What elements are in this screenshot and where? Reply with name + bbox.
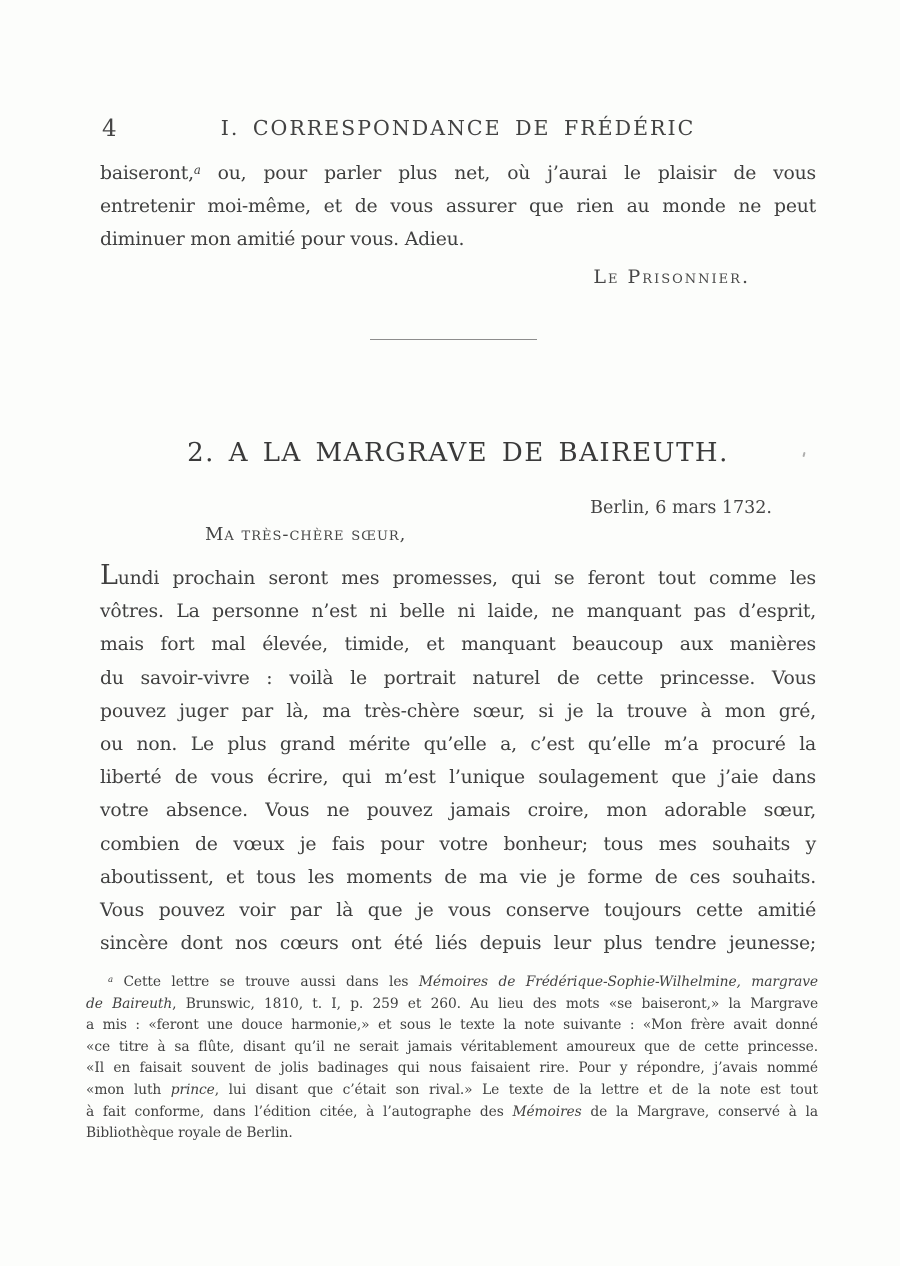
text-line: Lundi prochain seront mes promesses, qui se feront tout comme les [100, 560, 816, 591]
text-line: vôtres. La personne n’est ni belle ni laide, ne manquant pas d’esprit, [100, 601, 816, 623]
text-line: du savoir-vivre : voilà le portrait naturel de cette princesse. Vous [100, 667, 816, 689]
text-line: a mis : «feront une douce harmonie,» et sous le texte la note suivante : «Mon frère avait donné [86, 1017, 818, 1034]
letter-1-continuation-paragraph [100, 157, 816, 256]
text-line: aboutissent, et tous les moments de ma vie je forme de ces souhaits. [100, 866, 816, 888]
text-line: liberté de vous écrire, qui m’est l’unique soulagement que j’aie dans [100, 767, 816, 789]
text-line: $^a$ Cette lettre se trouve aussi dans les Mémoires de Frédérique-Sophie-Wilhelmine, margrave [108, 974, 818, 990]
section-divider-rule [370, 339, 537, 340]
text-line: Vous pouvez voir par là que je vous conserve toujours cette amitié [100, 900, 816, 922]
text-line: sincère dont nos cœurs ont été liés depuis leur plus tendre jeunesse; [100, 933, 816, 955]
text-line: à fait conforme, dans l’édition citée, à l’autographe des Mémoires de la Margrave, conservé à la [86, 1103, 818, 1120]
text-line: mais fort mal élevée, timide, et manquant beaucoup aux manières [100, 634, 816, 656]
text-line: «Il en faisait souvent de jolis badinages qui nous faisaient rire. Pour y répondre, j’avais nommé [86, 1060, 818, 1077]
text-line: de Baireuth, Brunswic, 1810, t. I, p. 259 et 260. Au lieu des mots «se baiseront,» la Margrave [86, 995, 819, 1012]
letter-2-dateline: Berlin, 6 mars 1732. [590, 498, 772, 518]
running-header-row [100, 116, 816, 146]
letter-2-salutation: Ma très-chère sœur, [205, 524, 407, 545]
text-line: votre absence. Vous ne pouvez jamais croire, mon adorable sœur, [100, 800, 816, 822]
text-line: combien de vœux je fais pour votre bonheur; tous mes souhaits y [100, 833, 816, 855]
text-line: entretenir moi-même, et de vous assurer que rien au monde ne peut [100, 196, 816, 217]
page-number: 4 [102, 116, 117, 142]
text-line: Bibliothèque royale de Berlin. [86, 1125, 293, 1142]
text-line: «ce titre à sa flûte, disant qu’il ne serait jamais véritablement amoureux que de cette princesse. [86, 1038, 818, 1055]
text-line: pouvez juger par là, ma très-chère sœur, si je la trouve à mon gré, [100, 700, 816, 722]
text-line: baiseront,$^a$ ou, pour parler plus net, où j’aurai le plaisir de vous [100, 162, 816, 184]
text-line: «mon luth prince, lui disant que c’était son rival.» Le texte de la lettre et de la note est tout [86, 1081, 818, 1098]
letter-2-heading: 2. A LA MARGRAVE DE BAIREUTH. [187, 438, 729, 468]
running-header: I. CORRESPONDANCE DE FRÉDÉRIC [220, 116, 696, 140]
letter-2-body-paragraph [100, 559, 816, 960]
text-line: diminuer mon amitié pour vous. Adieu. [100, 229, 465, 250]
text-line: ou non. Le plus grand mérite qu’elle a, c’est qu’elle m’a procuré la [100, 734, 816, 756]
footnote [86, 972, 818, 1145]
letter-1-signature: Le Prisonnier. [593, 266, 750, 288]
